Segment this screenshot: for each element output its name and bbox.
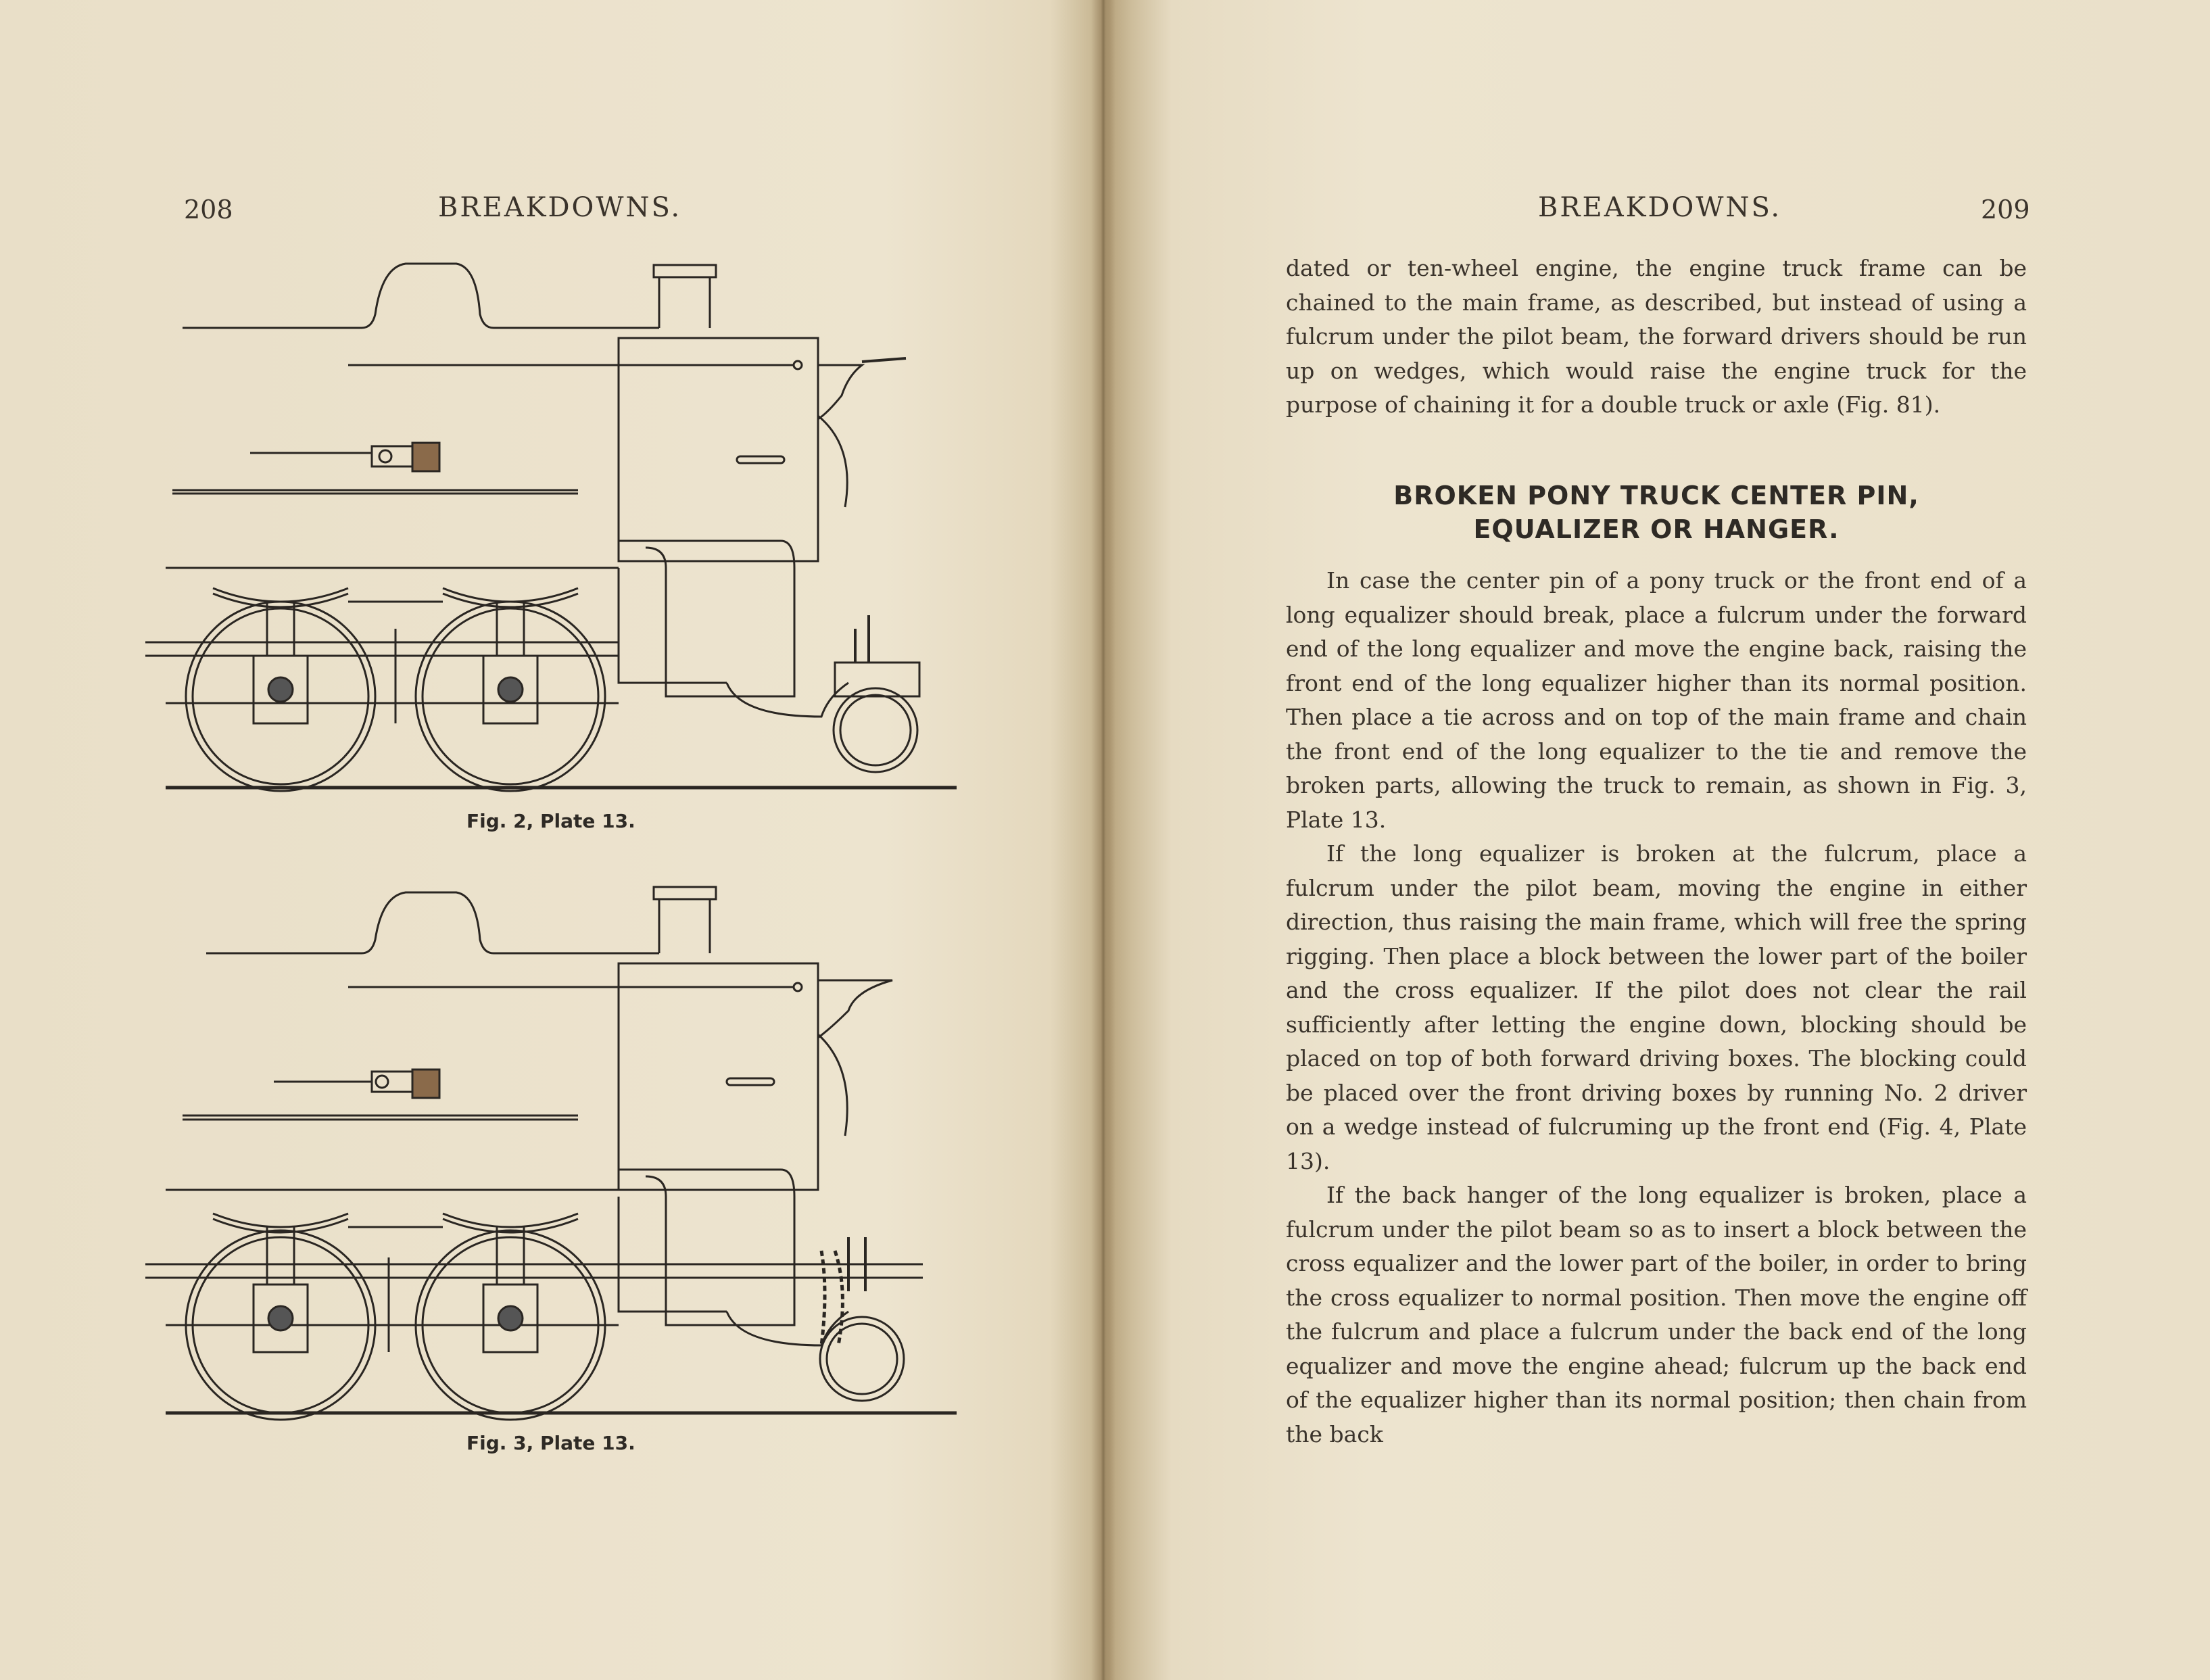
paragraph-1: In case the center pin of a pony truck or the front end of a long equalizer should break, place a fulcrum under the forward end of the long equalizer and move the engine back, raising the front end of the long equalizer higher than its normal position. Then place a tie across and on top of the main frame and chain the front end of the long equalizer to the tie and remove the broken parts, allowing the truck to remain, as shown in Fig. 3, Plate 13. [1286,567,2027,833]
right-running-head: BREAKDOWNS. [1538,192,1782,223]
left-page [0,0,1095,1680]
intro-paragraph-text: dated or ten-wheel engine, the engine truck frame can be chained to the main frame, as described, but instead of using a fulcrum under the pilot beam, the forward drivers should be run up on wedges, which would raise the engine truck for the purpose of chaining it for a double truck or axle (Fig. 81). [1286,255,2027,418]
figure-3-caption: Fig. 3, Plate 13. [466,1432,635,1454]
left-running-head: BREAKDOWNS. [438,192,682,223]
left-page-number: 208 [184,195,233,224]
section-heading [1286,479,2027,546]
paragraph-2: If the long equalizer is broken at the fulcrum, place a fulcrum under the pilot beam, moving the engine in either direction, thus raising the main frame, which will free the spring rigging. Then place a block between the lower part of the boiler and the cross equalizer. If the pilot does not clear the rail sufficiently after letting the engine down, blocking should be placed on top of both forward driving boxes. The blocking could be placed over the front driving boxes by running No. 2 driver on a wedge instead of fulcruming up the front end (Fig. 4, Plate 13). [1286,840,2027,1174]
intro-paragraph [1286,251,2027,423]
book-gutter [1091,0,1115,1680]
body-text [1286,564,2027,1451]
locomotive-drawing-fig-3 [145,872,963,1426]
locomotive-drawing-fig-2 [145,250,963,805]
figure-2-caption: Fig. 2, Plate 13. [466,810,635,832]
section-heading-line-1: BROKEN PONY TRUCK CENTER PIN, [1393,481,1919,510]
paragraph-3: If the back hanger of the long equalizer is broken, place a fulcrum under the pilot beam so as to insert a block between the cross equalizer and the lower part of the boiler, in order to bring the cross equalizer to normal position. Then move the engine off the fulcrum and place a fulcrum under the back end of the long equalizer and move the engine ahead; fulcrum up the back end of the equalizer higher than its normal position; then chain from the back [1286,1182,2027,1447]
section-heading-line-2: EQUALIZER OR HANGER. [1473,514,1840,544]
right-page-number: 209 [1981,195,2030,224]
